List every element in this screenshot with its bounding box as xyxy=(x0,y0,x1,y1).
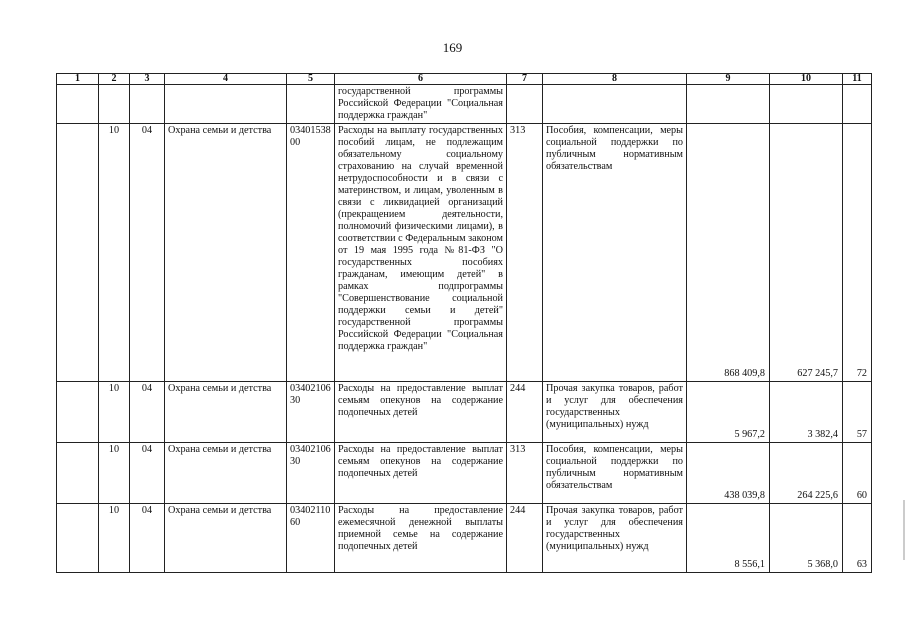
actual-amount-cell xyxy=(770,124,843,382)
target-article-code: 0340210630 xyxy=(287,443,335,504)
expense-type-name: Прочая закупка товаров, работ и услуг для обеспечения государственных (муниципальных) нужд xyxy=(543,504,687,573)
actual-amount: 3 382,4 xyxy=(807,429,838,440)
actual-amount: 264 225,6 xyxy=(797,490,838,501)
subsection-code: 04 xyxy=(130,443,165,504)
cell xyxy=(165,85,287,124)
target-article-code: 0340210630 xyxy=(287,382,335,443)
percent-cell xyxy=(843,124,872,382)
continuation-row xyxy=(57,85,872,124)
cell xyxy=(130,85,165,124)
planned-amount: 5 967,2 xyxy=(734,429,765,440)
percent-cell xyxy=(843,443,872,504)
percent-cell xyxy=(843,382,872,443)
expense-type-code: 313 xyxy=(507,443,543,504)
header-col-8: 8 xyxy=(543,74,687,85)
header-col-6: 6 xyxy=(335,74,507,85)
row-col-1 xyxy=(57,382,99,443)
expense-type-code: 244 xyxy=(507,504,543,573)
header-col-9: 9 xyxy=(687,74,770,85)
header-col-4: 4 xyxy=(165,74,287,85)
expense-description: Расходы на предоставление выплат семьям опекунов на содержание подопечных детей xyxy=(335,443,507,504)
expense-description: Расходы на предоставление выплат семьям опекунов на содержание подопечных детей xyxy=(335,382,507,443)
cell xyxy=(99,85,130,124)
section-name: Охрана семьи и детства xyxy=(165,382,287,443)
section-name: Охрана семьи и детства xyxy=(165,443,287,504)
actual-amount-cell xyxy=(770,382,843,443)
table-row xyxy=(57,382,872,443)
header-col-5: 5 xyxy=(287,74,335,85)
planned-amount-cell xyxy=(687,504,770,573)
section-code: 10 xyxy=(99,504,130,573)
section-code: 10 xyxy=(99,124,130,382)
row-col-1 xyxy=(57,504,99,573)
cell xyxy=(543,85,687,124)
table-row xyxy=(57,124,872,382)
planned-amount: 438 039,8 xyxy=(724,490,765,501)
expense-description: Расходы на предоставление ежемесячной денежной выплаты приемной семье на содержание подопечных детей xyxy=(335,504,507,573)
cell xyxy=(770,85,843,124)
section-code: 10 xyxy=(99,443,130,504)
target-article-code: 0340153800 xyxy=(287,124,335,382)
header-col-3: 3 xyxy=(130,74,165,85)
expense-description: Расходы на выплату государственных пособий лицам, не подлежащим обязательному социальному страхованию на случай временной нетрудоспособности и в связи с материнством, и лицам, уволенным в связи с ликвидацией организаций (прекращением деятельности, полномочий физическими лицами), в соответствии с Федеральным законом от 19 мая 1995 года №81-ФЗ "О государственных пособиях гражданам, имеющим детей" в рамках подпрограммы "Совершенствование социальной поддержки семьи и детей" государственной программы Российской Федерации "Социальная поддержка граждан" xyxy=(335,124,507,382)
row-col-1 xyxy=(57,124,99,382)
table-row xyxy=(57,504,872,573)
row-col-1 xyxy=(57,443,99,504)
planned-amount: 8 556,1 xyxy=(734,559,765,570)
section-code: 10 xyxy=(99,382,130,443)
cell xyxy=(57,85,99,124)
cell xyxy=(287,85,335,124)
expense-type-name: Прочая закупка товаров, работ и услуг для обеспечения государственных (муниципальных) нужд xyxy=(543,382,687,443)
subsection-code: 04 xyxy=(130,382,165,443)
header-col-1: 1 xyxy=(57,74,99,85)
percent: 72 xyxy=(856,368,867,379)
header-col-2: 2 xyxy=(99,74,130,85)
header-col-11: 11 xyxy=(843,74,872,85)
actual-amount-cell xyxy=(770,443,843,504)
percent: 63 xyxy=(856,559,867,570)
section-name: Охрана семьи и детства xyxy=(165,504,287,573)
planned-amount-cell xyxy=(687,382,770,443)
actual-amount: 5 368,0 xyxy=(807,559,838,570)
cell xyxy=(507,85,543,124)
expense-type-code: 244 xyxy=(507,382,543,443)
header-col-10: 10 xyxy=(770,74,843,85)
cell xyxy=(843,85,872,124)
subsection-code: 04 xyxy=(130,124,165,382)
continuation-description: государственной программы Российской Федерации "Социальная поддержка граждан" xyxy=(335,85,507,124)
planned-amount-cell xyxy=(687,443,770,504)
header-row xyxy=(57,74,872,85)
budget-table xyxy=(56,73,872,573)
target-article-code: 0340211060 xyxy=(287,504,335,573)
header-col-7: 7 xyxy=(507,74,543,85)
percent-cell xyxy=(843,504,872,573)
expense-type-code: 313 xyxy=(507,124,543,382)
page-number: 169 xyxy=(442,40,463,55)
expense-type-name: Пособия, компенсации, меры социальной поддержки по публичным нормативным обязательствам xyxy=(543,124,687,382)
subsection-code: 04 xyxy=(130,504,165,573)
actual-amount: 627 245,7 xyxy=(797,368,838,379)
cell xyxy=(687,85,770,124)
percent: 60 xyxy=(856,490,867,501)
actual-amount-cell xyxy=(770,504,843,573)
section-name: Охрана семьи и детства xyxy=(165,124,287,382)
planned-amount-cell xyxy=(687,124,770,382)
planned-amount: 868 409,8 xyxy=(724,368,765,379)
expense-type-name: Пособия, компенсации, меры социальной поддержки по публичным нормативным обязательствам xyxy=(543,443,687,504)
percent: 57 xyxy=(856,429,867,440)
table-row xyxy=(57,443,872,504)
